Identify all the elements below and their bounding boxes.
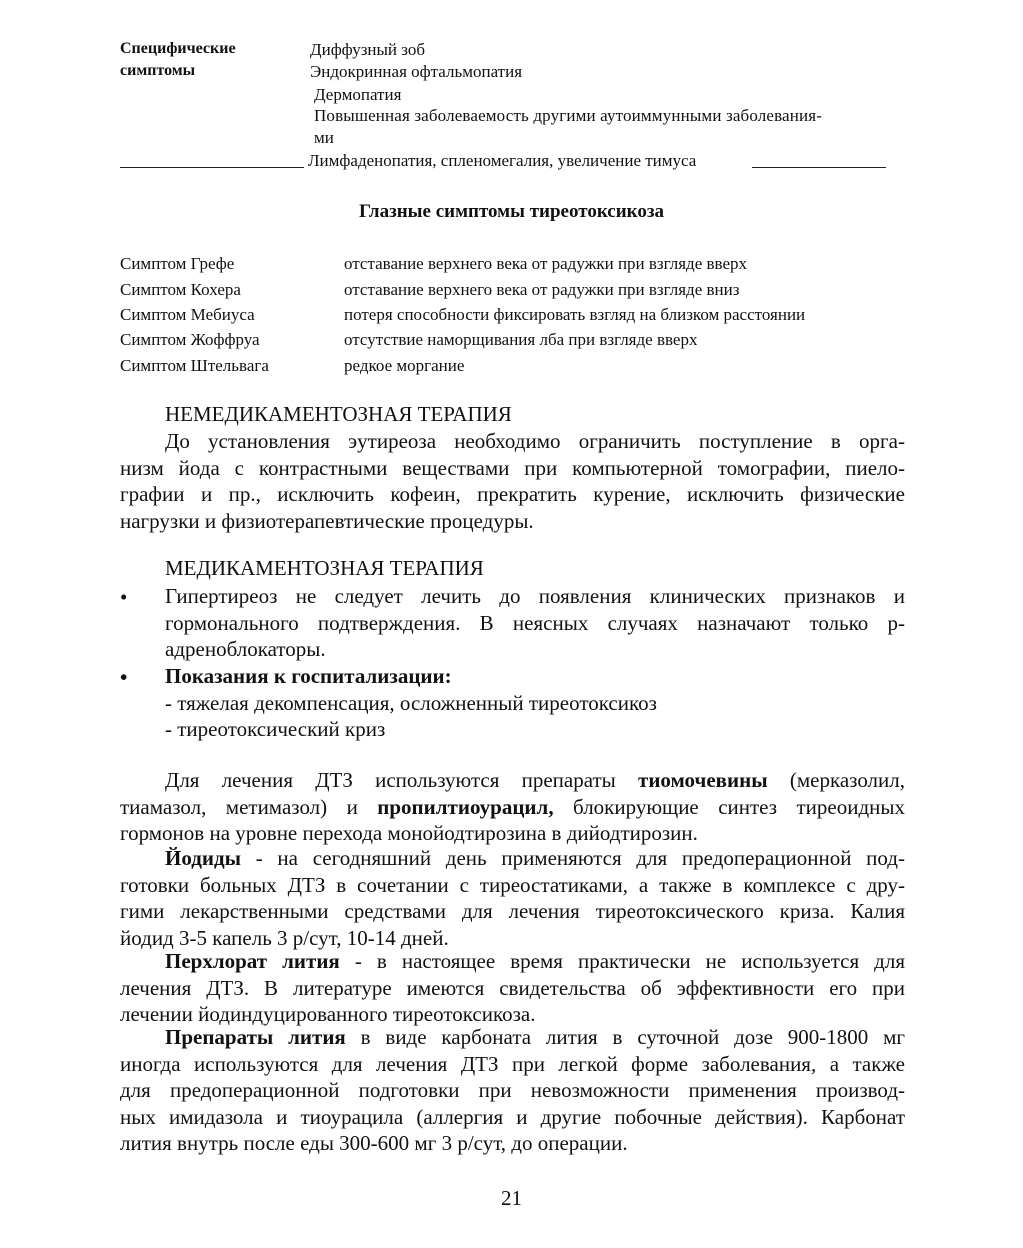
symptom-desc: отставание верхнего века от радужки при взгляде вверх: [344, 254, 747, 273]
specific-item: Эндокринная офтальмопатия: [310, 62, 523, 81]
symptom-name: Симптом Грефе: [120, 254, 235, 273]
dtz-paragraph-4: [120, 1024, 905, 1157]
symptom-name: Симптом Мебиуса: [120, 305, 255, 324]
text-line: Гипертиреоз не следует лечить до появления клинических признаков и: [165, 584, 905, 608]
text-run: Для лечения ДТЗ используются препараты: [165, 768, 639, 792]
symptom-desc: потеря способности фиксировать взгляд на близком расстоянии: [344, 305, 806, 324]
text-line: лечения ДТЗ. В литературе имеются свидетельства об эффективности его при: [120, 975, 905, 1000]
drug-term: пропилтиоурацил,: [377, 794, 554, 819]
text-line: адреноблокаторы.: [165, 637, 326, 661]
specific-item: Лимфаденопатия, спленомегалия, увеличение тимуса: [308, 151, 697, 170]
text-line: йодид 3-5 капель 3 р/сут, 10-14 дней.: [120, 925, 449, 950]
drug-term: тиомочевины: [638, 768, 768, 792]
specific-symptoms-label-line2: симптомы: [120, 62, 196, 79]
symptom-name: Симптом Жоффруа: [120, 330, 260, 349]
text-line: [120, 794, 905, 821]
text-run: (мерказолил,: [767, 768, 906, 792]
dtz-paragraph-1: [120, 767, 905, 847]
text-line: нагрузки и физиотерапевтические процедуры.: [120, 508, 534, 533]
bullet-marker: •: [120, 585, 128, 609]
text-line: [120, 948, 905, 975]
text-run: в виде карбоната лития в суточной дозе 900-1800 мг: [345, 1025, 905, 1049]
text-line: низм йода с контрастными веществами при компьютерной томографии, пиело-: [120, 455, 905, 480]
text-line: для предоперационной подготовки при невозможности применения производ-: [120, 1078, 905, 1102]
specific-item: ми: [314, 128, 334, 147]
specific-item: Диффузный зоб: [310, 40, 426, 59]
symptom-desc: отсутствие наморщивания лба при взгляде вверх: [344, 330, 698, 349]
eye-symptoms-title: Глазные симптомы тиреотоксикоза: [358, 201, 665, 222]
med-heading: МЕДИКАМЕНТОЗНАЯ ТЕРАПИЯ: [165, 556, 484, 580]
drug-term: Препараты лития: [165, 1025, 346, 1049]
text-run: - на сегодняшний день применяются для предоперационной под-: [240, 846, 905, 870]
hospitalization-item: - тяжелая декомпенсация, осложненный тиреотоксикоз: [165, 690, 657, 715]
text-line: [120, 1024, 905, 1051]
drug-term: Перхлорат лития: [165, 949, 340, 973]
underline-left: [120, 167, 304, 168]
text-line: [120, 845, 905, 872]
symptom-name: Симптом Кохера: [120, 280, 241, 299]
text-line: гормонального подтверждения. В неясных случаях назначают только р-: [165, 610, 905, 635]
med-bullet-1: [165, 583, 905, 663]
text-run: - в настоящее время практически не используется для: [339, 949, 905, 973]
text-line: гормонов на уровне перехода монойодтирозина в дийодтирозин.: [120, 821, 698, 845]
specific-item: Дермопатия: [314, 85, 402, 104]
drug-term: Йодиды: [165, 846, 241, 870]
bullet-marker: •: [120, 665, 128, 689]
text-run: тиамазол, метимазол) и: [120, 794, 378, 819]
hospitalization-title: Показания к госпитализации:: [165, 664, 452, 688]
med-bullet-2: [165, 663, 905, 743]
text-line: иногда используются для лечения ДТЗ при легкой форме заболевания, а также: [120, 1051, 905, 1076]
text-run: блокирующие синтез тиреоидных: [553, 794, 905, 819]
symptom-desc: редкое моргание: [344, 356, 465, 375]
hospitalization-item: - тиреотоксический криз: [165, 717, 386, 741]
dtz-paragraph-2: [120, 845, 905, 951]
text-line: лечении йодиндуцированного тиреотоксикоза.: [120, 1002, 536, 1026]
text-line: лития внутрь после еды 300-600 мг 3 р/сут, до операции.: [120, 1131, 628, 1155]
text-line: До установления эутиреоза необходимо ограничить поступление в орга-: [165, 429, 905, 453]
text-line: гими лекарственными средствами для лечения тиреотоксического криза. Калия: [120, 899, 905, 923]
text-line: [120, 767, 905, 794]
nonmed-heading: НЕМЕДИКАМЕНТОЗНАЯ ТЕРАПИЯ: [165, 402, 512, 426]
text-line: графии и пр., исключить кофеин, прекратить курение, исключить физические: [120, 482, 905, 506]
dtz-paragraph-3: [120, 948, 905, 1028]
page-number: 21: [501, 1186, 522, 1210]
specific-symptoms-label-line1: Специфические: [120, 40, 236, 57]
specific-item: Повышенная заболеваемость другими аутоиммунными заболевания-: [314, 106, 823, 125]
text-line: готовки больных ДТЗ в сочетании с тиреостатиками, а также в комплексе с дру-: [120, 872, 905, 897]
underline-right: [752, 167, 886, 168]
text-line: ных имидазола и тиоурацила (аллергия и другие побочные действия). Карбонат: [120, 1104, 905, 1129]
symptom-name: Симптом Штельвага: [120, 356, 269, 375]
symptom-desc: отставание верхнего века от радужки при взгляде вниз: [344, 280, 740, 299]
nonmed-paragraph: [120, 428, 905, 534]
